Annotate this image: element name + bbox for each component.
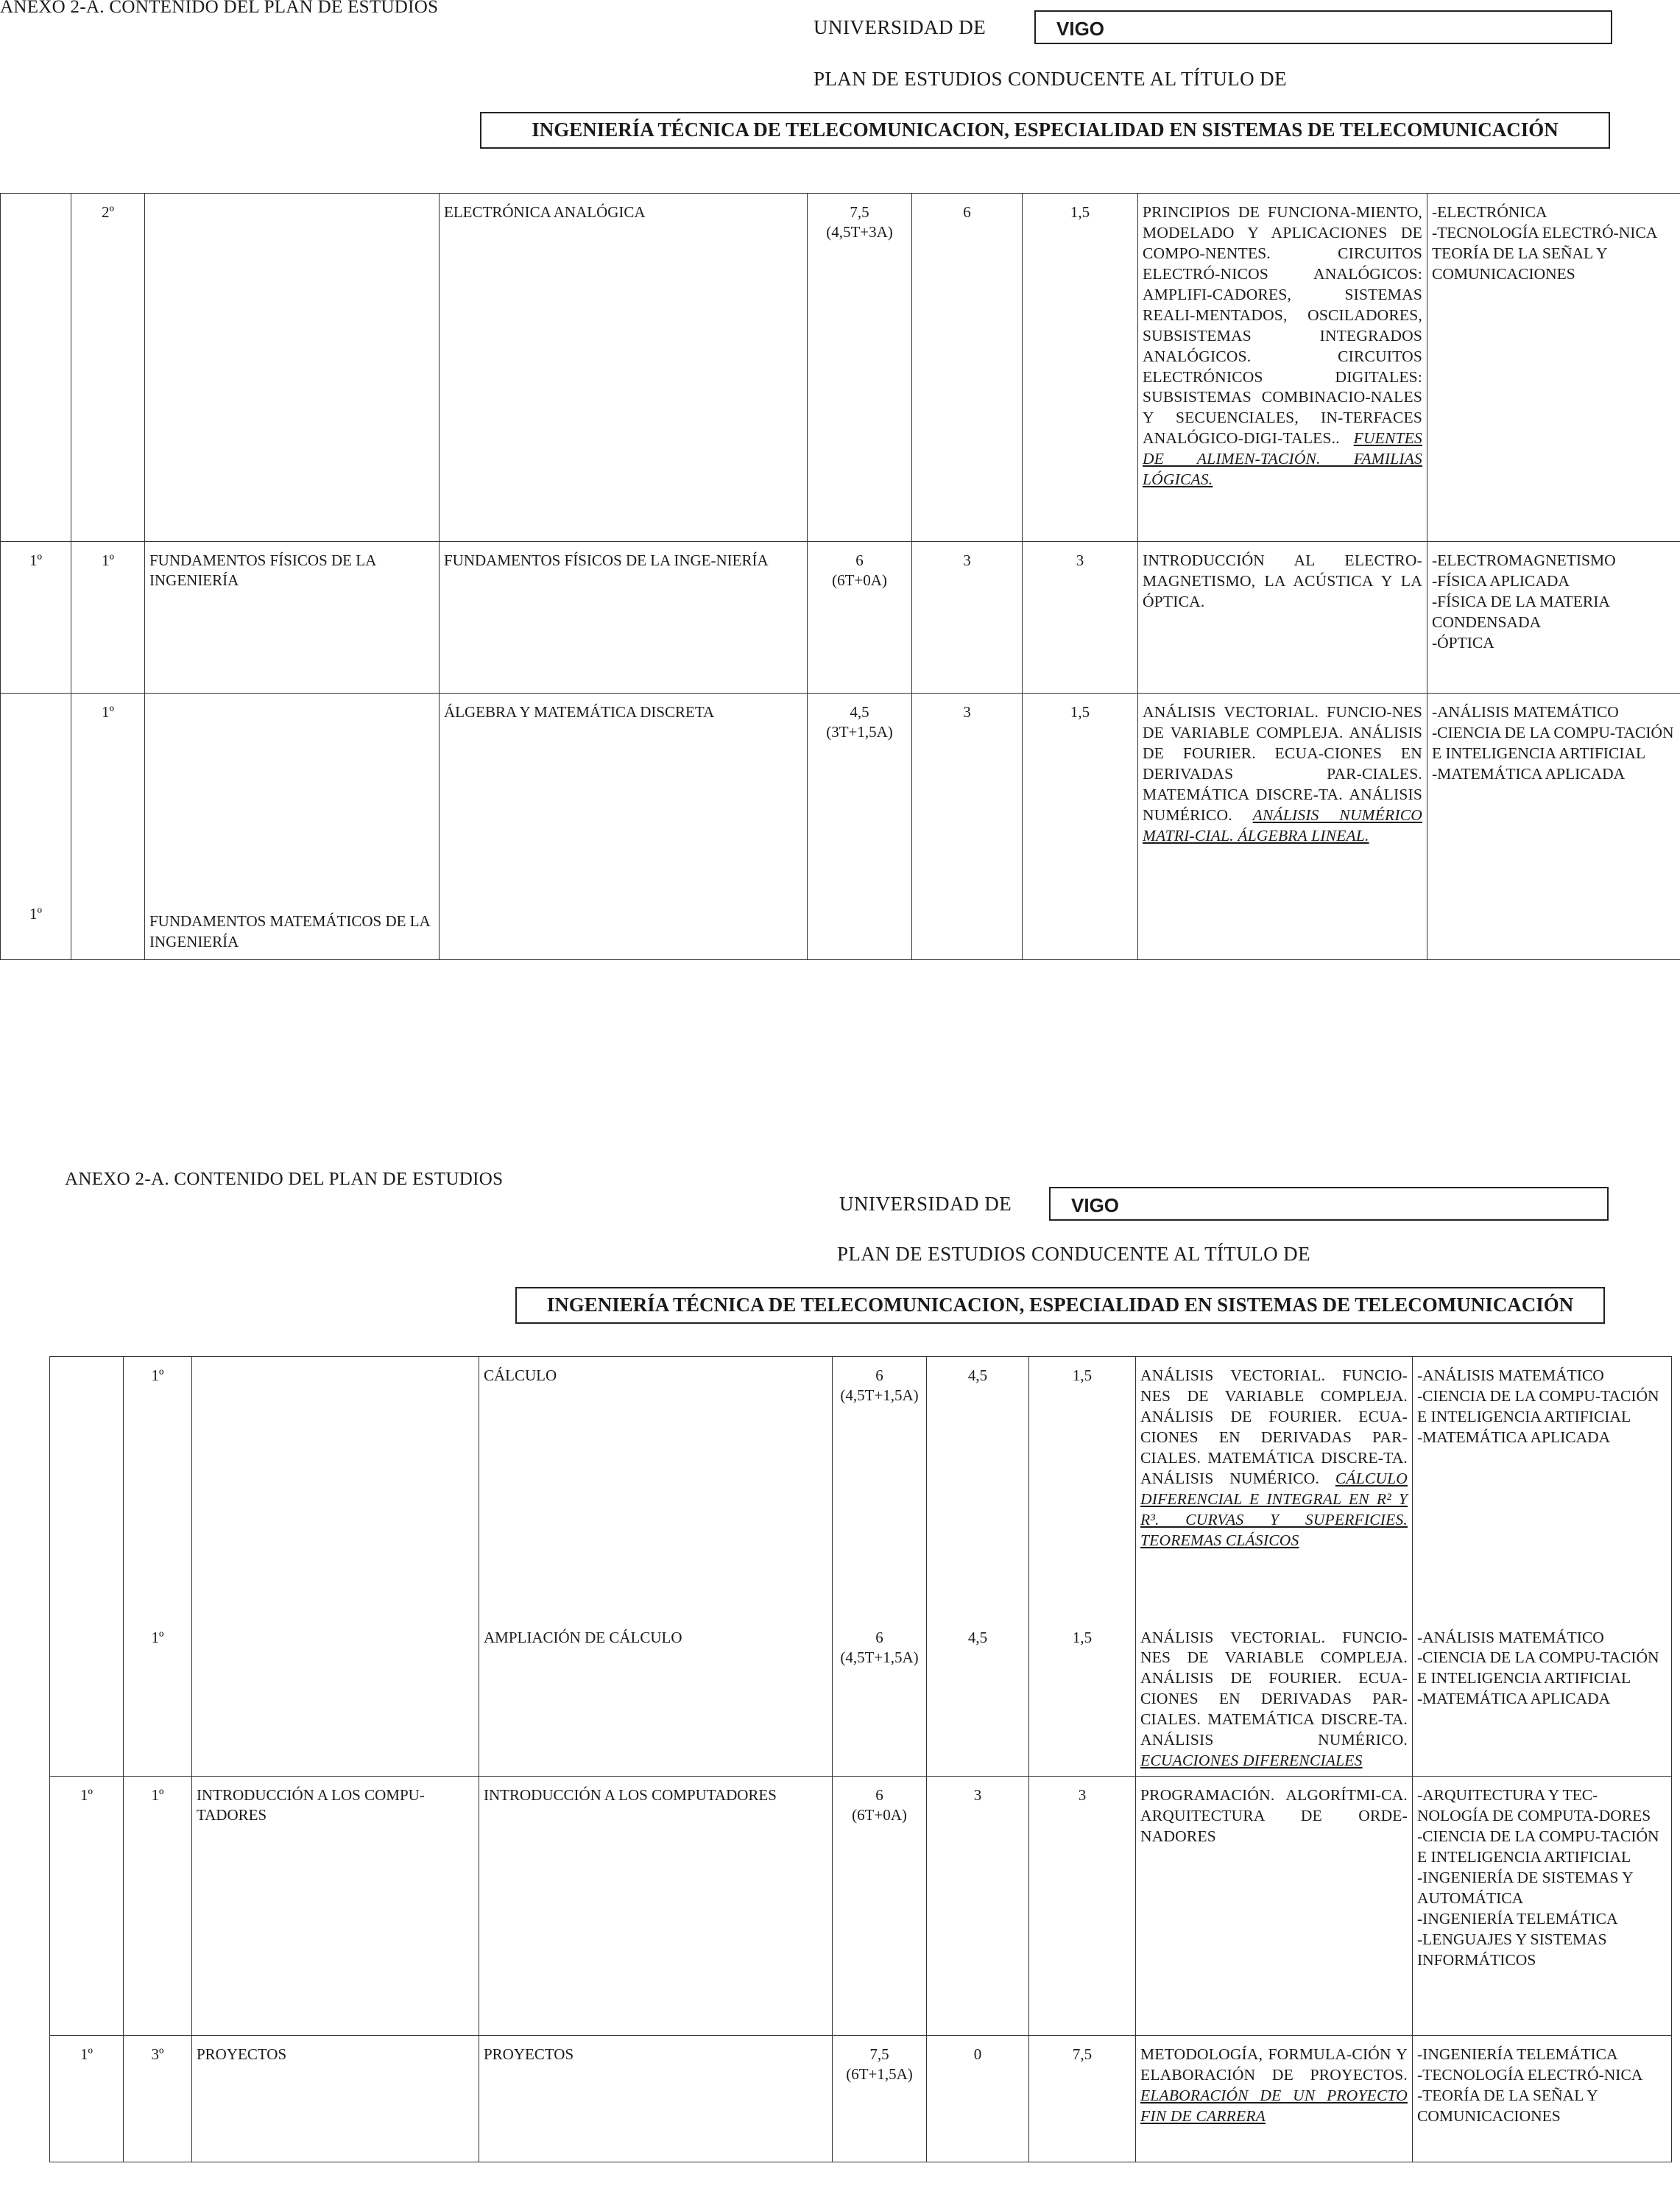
knowledge-areas: -ELECTRÓNICA -TECNOLOGÍA ELECTRÓ-NICA TEORÍA DE LA SEÑAL Y COMUNICACIONES <box>1432 203 1658 283</box>
credits-total-cell <box>808 194 912 542</box>
knowledge-areas-cell <box>1413 2036 1672 2162</box>
subject-cell: PROYECTOS <box>192 2036 479 2162</box>
credits-total-cell <box>808 542 912 694</box>
credits-total: 7,5 <box>869 2045 889 2064</box>
knowledge-areas-cell <box>1427 542 1680 694</box>
credits-theory-cell: 3 <box>912 694 1023 960</box>
credits-practice-cell: 1,5 <box>1023 194 1138 542</box>
description-text: ANÁLISIS VECTORIAL. FUNCIO-NES DE VARIABLE COMPLEJA. ANÁLISIS DE FOURIER. ECUA-CIONES EN DERIVADAS PAR-CIALES. MATEMÁTICA DISCRE-TA. ANÁLISIS NUMÉRICO. <box>1140 1366 1408 1487</box>
subject-value: FUNDAMENTOS MATEMÁTICOS DE LA INGENIERÍA <box>149 912 430 951</box>
cycle-cell: 1º <box>1 542 71 694</box>
description-cell <box>1136 1357 1413 1619</box>
credits-breakdown: (6T+0A) <box>852 1806 907 1824</box>
cycle-value: 1º <box>29 904 42 923</box>
credits-total: 4,5 <box>850 703 869 721</box>
credits-practice-cell: 1,5 <box>1029 1357 1136 1619</box>
credits-practice-cell: 1,5 <box>1023 694 1138 960</box>
description-cell <box>1138 694 1427 960</box>
credits-theory-cell: 0 <box>927 2036 1029 2162</box>
table-row <box>50 1777 1672 2036</box>
credits-theory-cell: 6 <box>912 194 1023 542</box>
knowledge-areas: -ANÁLISIS MATEMÁTICO -CIENCIA DE LA COMPU-TACIÓN E INTELIGENCIA ARTIFICIAL -MATEMÁTICA APLICADA <box>1432 703 1674 783</box>
knowledge-areas-cell <box>1427 194 1680 542</box>
cycle-cell <box>1 194 71 542</box>
plan-label: PLAN DE ESTUDIOS CONDUCENTE AL TÍTULO DE <box>837 1243 1310 1265</box>
credits-breakdown: (6T+0A) <box>832 571 887 590</box>
course-subject-cell: ÁLGEBRA Y MATEMÁTICA DISCRETA <box>440 694 808 960</box>
subject-cell: FUNDAMENTOS FÍSICOS DE LA INGENIERÍA <box>145 542 440 694</box>
credits-breakdown: (3T+1,5A) <box>826 723 893 741</box>
course-cell: 1º <box>71 694 145 960</box>
university-label: UNIVERSIDAD DE <box>813 16 987 38</box>
credits-total: 6 <box>855 551 864 569</box>
description-text: PROGRAMACIÓN. ALGORÍTMI-CA. ARQUITECTURA DE ORDE-NADORES <box>1140 1786 1408 1845</box>
description-cell <box>1136 1619 1413 1777</box>
knowledge-areas: -ANÁLISIS MATEMÁTICO -CIENCIA DE LA COMPU-TACIÓN E INTELIGENCIA ARTIFICIAL -MATEMÁTICA APLICADA <box>1417 1366 1659 1446</box>
credits-total-cell <box>833 1619 927 1777</box>
knowledge-areas: -ARQUITECTURA Y TEC-NOLOGÍA DE COMPUTA-DORES -CIENCIA DE LA COMPU-TACIÓN E INTELIGENCIA ARTIFICIAL -INGENIERÍA DE SISTEMAS Y AUTOMÁTICA -INGENIERÍA TELEMÁTICA -LENGUAJES Y SISTEMAS INFORMÁTICOS <box>1417 1786 1659 1969</box>
description-text: METODOLOGÍA, FORMULA-CIÓN Y ELABORACIÓN DE PROYECTOS. <box>1140 2045 1408 2084</box>
description-cell <box>1136 2036 1413 2162</box>
knowledge-areas: -INGENIERÍA TELEMÁTICA -TECNOLOGÍA ELECTRÓ-NICA -TEORÍA DE LA SEÑAL Y COMUNICACIONES <box>1417 2045 1643 2125</box>
university-field <box>1049 1187 1609 1221</box>
description-cell <box>1138 194 1427 542</box>
knowledge-areas-cell <box>1413 1619 1672 1777</box>
description-text: PRINCIPIOS DE FUNCIONA-MIENTO, MODELADO Y APLICACIONES DE COMPO-NENTES. CIRCUITOS ELECTRÓ-NICOS ANALÓGICOS: AMPLIFI-CADORES, SISTEMAS REALI-MENTADOS, OSCILADORES, SUBSISTEMAS INTEGRADOS ANALÓGICOS. CIRCUITOS ELECTRÓNICOS DIGITALES: SUBSISTEMAS COMBINACIO-NALES Y SECUENCIALES, IN-TERFACES ANALÓGICO-DIGI-TALES.. <box>1143 203 1422 448</box>
credits-total: 7,5 <box>850 203 869 221</box>
course-subject-cell: INTRODUCCIÓN A LOS COMPUTADORES <box>479 1777 833 2036</box>
cycle-cell: 1º <box>50 2036 124 2162</box>
table-row <box>50 1619 1672 1777</box>
description-underlined: ANÁLISIS NUMÉRICO MATRI-CIAL. ÁLGEBRA LINEAL. <box>1143 805 1423 844</box>
table-row <box>50 1357 1672 1619</box>
knowledge-areas-cell <box>1413 1357 1672 1619</box>
credits-total-cell <box>808 694 912 960</box>
credits-practice-cell: 3 <box>1023 542 1138 694</box>
degree-title <box>480 112 1610 149</box>
subjects-table-1 <box>0 193 1680 960</box>
description-cell <box>1136 1777 1413 2036</box>
table-row <box>1 194 1680 542</box>
course-subject-cell: CÁLCULO <box>479 1357 833 1619</box>
description-text: INTRODUCCIÓN AL ELECTRO-MAGNETISMO, LA ACÚSTICA Y LA ÓPTICA. <box>1143 551 1422 610</box>
credits-theory-cell: 4,5 <box>927 1357 1029 1619</box>
course-cell: 1º <box>124 1777 192 2036</box>
credits-breakdown: (4,5T+1,5A) <box>840 1386 919 1405</box>
credits-total-cell <box>833 1357 927 1619</box>
cycle-cell: 1º <box>50 1777 124 2036</box>
credits-breakdown: (6T+1,5A) <box>846 2065 913 2084</box>
subjects-table-2 <box>49 1356 1672 2162</box>
credits-theory-cell: 3 <box>912 542 1023 694</box>
subject-cell <box>192 1357 479 1619</box>
description-text: ANÁLISIS VECTORIAL. FUNCIO-NES DE VARIABLE COMPLEJA. ANÁLISIS DE FOURIER. ECUA-CIONES EN DERIVADAS PAR-CIALES. MATEMÁTICA DISCRE-TA. ANÁLISIS NUMÉRICO. <box>1143 703 1422 824</box>
university-value: VIGO <box>1071 1194 1120 1216</box>
degree-title <box>515 1287 1605 1324</box>
credits-theory-cell: 3 <box>927 1777 1029 2036</box>
credits-practice-cell: 3 <box>1029 1777 1136 2036</box>
credits-total: 6 <box>875 1366 883 1384</box>
cycle-cell <box>50 1619 124 1777</box>
course-cell: 1º <box>71 542 145 694</box>
description-underlined: ECUACIONES DIFERENCIALES <box>1140 1752 1363 1770</box>
course-cell: 1º <box>124 1619 192 1777</box>
annex-title: ANEXO 2-A. CONTENIDO DEL PLAN DE ESTUDIOS <box>0 0 439 17</box>
university-label: UNIVERSIDAD DE <box>839 1193 1012 1215</box>
credits-total: 6 <box>875 1628 883 1646</box>
cycle-cell <box>1 694 71 960</box>
university-value: VIGO <box>1056 18 1105 40</box>
table-row <box>1 542 1680 694</box>
table-row <box>50 2036 1672 2162</box>
course-subject-cell: AMPLIACIÓN DE CÁLCULO <box>479 1619 833 1777</box>
credits-breakdown: (4,5T+3A) <box>826 223 893 241</box>
subject-cell <box>145 694 440 960</box>
course-cell: 2º <box>71 194 145 542</box>
knowledge-areas-cell <box>1413 1777 1672 2036</box>
course-subject-cell: FUNDAMENTOS FÍSICOS DE LA INGE-NIERÍA <box>440 542 808 694</box>
course-cell: 1º <box>124 1357 192 1619</box>
plan-label: PLAN DE ESTUDIOS CONDUCENTE AL TÍTULO DE <box>813 68 1287 90</box>
cycle-cell <box>50 1357 124 1619</box>
credits-theory-cell: 4,5 <box>927 1619 1029 1777</box>
degree-title-text: INGENIERÍA TÉCNICA DE TELECOMUNICACION, ESPECIALIDAD EN SISTEMAS DE TELECOMUNICACIÓN <box>546 1294 1574 1316</box>
subject-cell <box>145 194 440 542</box>
description-underlined: CÁLCULO DIFERENCIAL E INTEGRAL EN R² Y R³. CURVAS Y SUPERFICIES. TEOREMAS CLÁSICOS <box>1140 1469 1408 1549</box>
subject-cell: INTRODUCCIÓN A LOS COMPU-TADORES <box>192 1777 479 2036</box>
course-subject-cell: PROYECTOS <box>479 2036 833 2162</box>
degree-title-text: INGENIERÍA TÉCNICA DE TELECOMUNICACION, ESPECIALIDAD EN SISTEMAS DE TELECOMUNICACIÓN <box>532 119 1559 141</box>
course-cell: 3º <box>124 2036 192 2162</box>
annex-title: ANEXO 2-A. CONTENIDO DEL PLAN DE ESTUDIOS <box>65 1169 504 1189</box>
description-cell <box>1138 542 1427 694</box>
credits-total-cell <box>833 1777 927 2036</box>
university-field <box>1034 10 1612 44</box>
credits-practice-cell: 1,5 <box>1029 1619 1136 1777</box>
course-subject-cell: ELECTRÓNICA ANALÓGICA <box>440 194 808 542</box>
description-text: ANÁLISIS VECTORIAL. FUNCIO-NES DE VARIABLE COMPLEJA. ANÁLISIS DE FOURIER. ECUA-CIONES EN DERIVADAS PAR-CIALES. MATEMÁTICA DISCRE-TA. ANÁLISIS NUMÉRICO. <box>1140 1628 1408 1749</box>
description-underlined: ELABORACIÓN DE UN PROYECTO FIN DE CARRERA <box>1140 2086 1408 2125</box>
credits-breakdown: (4,5T+1,5A) <box>840 1648 919 1666</box>
knowledge-areas-cell <box>1427 694 1680 960</box>
description-underlined: FUENTES DE ALIMEN-TACIÓN. FAMILIAS LÓGICAS. <box>1143 429 1422 489</box>
table-row <box>1 694 1680 960</box>
credits-total-cell <box>833 2036 927 2162</box>
subject-cell <box>192 1619 479 1777</box>
credits-practice-cell: 7,5 <box>1029 2036 1136 2162</box>
knowledge-areas: -ANÁLISIS MATEMÁTICO -CIENCIA DE LA COMPU-TACIÓN E INTELIGENCIA ARTIFICIAL -MATEMÁTICA APLICADA <box>1417 1628 1659 1708</box>
credits-total: 6 <box>875 1786 883 1805</box>
knowledge-areas: -ELECTROMAGNETISMO -FÍSICA APLICADA -FÍSICA DE LA MATERIA CONDENSADA -ÓPTICA <box>1432 551 1616 652</box>
